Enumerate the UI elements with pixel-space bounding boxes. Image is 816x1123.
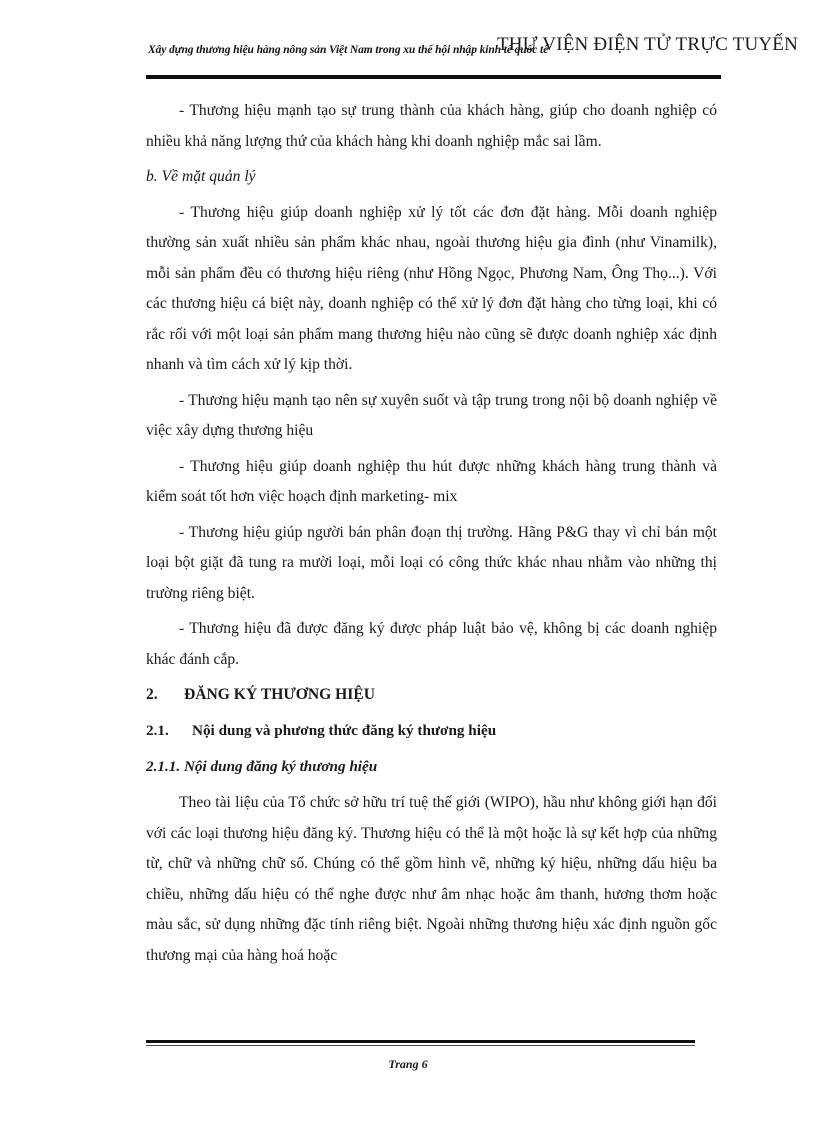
page-number: Trang 6: [388, 1057, 428, 1071]
header-divider: [146, 75, 721, 79]
section-heading-2: [146, 680, 717, 710]
page-body: [146, 96, 717, 976]
subheading-management: b. Về mặt quản lý: [146, 168, 256, 185]
paragraph-loyalty: - Thương hiệu mạnh tạo sự trung thành của khách hàng, giúp cho doanh nghiệp có nhiều khả năng lượng thứ của khách hàng khi doanh nghiệp mắc sai lầm.: [146, 102, 717, 150]
paragraph-segmentation: - Thương hiệu giúp người bán phân đoạn thị trường. Hãng P&G thay vì chỉ bán một loại bột giặt đã tung ra mười loại, mỗi loại có công thức khác nhau nhằm vào những thị trường riêng biệt.: [146, 523, 717, 602]
subsection-number: 2.1.: [146, 722, 169, 739]
section-heading-2-1: [146, 716, 717, 746]
section-title: ĐĂNG KÝ THƯƠNG HIỆU: [184, 686, 376, 703]
library-watermark: THƯ VIỆN ĐIỆN TỬ TRỰC TUYẾN: [497, 34, 799, 55]
paragraph-wipo: Theo tài liệu của Tổ chức sở hữu trí tuệ thế giới (WIPO), hầu như không giới hạn đối với các loại thương hiệu đăng ký. Thương hiệu có thể là một hoặc là sự kết hợp của những từ, chữ và những chữ số. Chúng có thể gồm hình vẽ, những ký hiệu, những dấu hiệu ba chiều, những dấu hiệu có thể nghe được như âm nhạc hoặc âm thanh, hương thơm hoặc màu sắc, sử dụng những đặc tính riêng biệt. Ngoài những thương hiệu xác định nguồn gốc thương mại của hàng hoá hoặc: [146, 794, 717, 964]
paragraph-legal-protection: - Thương hiệu đã được đăng ký được pháp luật bảo vệ, không bị các doanh nghiệp khác đánh cắp.: [146, 620, 717, 668]
paragraph-marketing-mix: - Thương hiệu giúp doanh nghiệp thu hút được những khách hàng trung thành và kiểm soát tốt hơn việc hoạch định marketing- mix: [146, 457, 717, 505]
section-number: 2.: [146, 686, 158, 703]
paragraph-orders: - Thương hiệu giúp doanh nghiệp xử lý tốt các đơn đặt hàng. Mỗi doanh nghiệp thường sản xuất nhiều sản phẩm khác nhau, ngoài thương hiệu gia đình (như Vinamilk), mỗi sản phẩm đều có thương hiệu riêng (như Hồng Ngọc, Phương Nam, Ông Thọ...). Với các thương hiệu cá biệt này, doanh nghiệp có thể xử lý đơn đặt hàng cho từng loại, khi có rắc rối với một loại sản phẩm mang thương hiệu nào cũng sẽ được doanh nghiệp xác định nhanh và tìm cách xử lý kịp thời.: [146, 203, 717, 373]
paragraph-internal-focus: - Thương hiệu mạnh tạo nên sự xuyên suốt và tập trung trong nội bộ doanh nghiệp về việc xây dựng thương hiệu: [146, 391, 717, 439]
subsection-title: Nội dung và phương thức đăng ký thương hiệu: [192, 722, 497, 739]
footer-divider: [146, 1040, 695, 1043]
running-header-title: Xây dựng thương hiệu hàng nông sản Việt Nam trong xu thế hội nhập kinh tế quốc tế: [148, 44, 549, 56]
section-heading-2-1-1: 2.1.1. Nội dung đăng ký thương hiệu: [146, 758, 378, 775]
footer-divider-thin: [146, 1045, 695, 1046]
